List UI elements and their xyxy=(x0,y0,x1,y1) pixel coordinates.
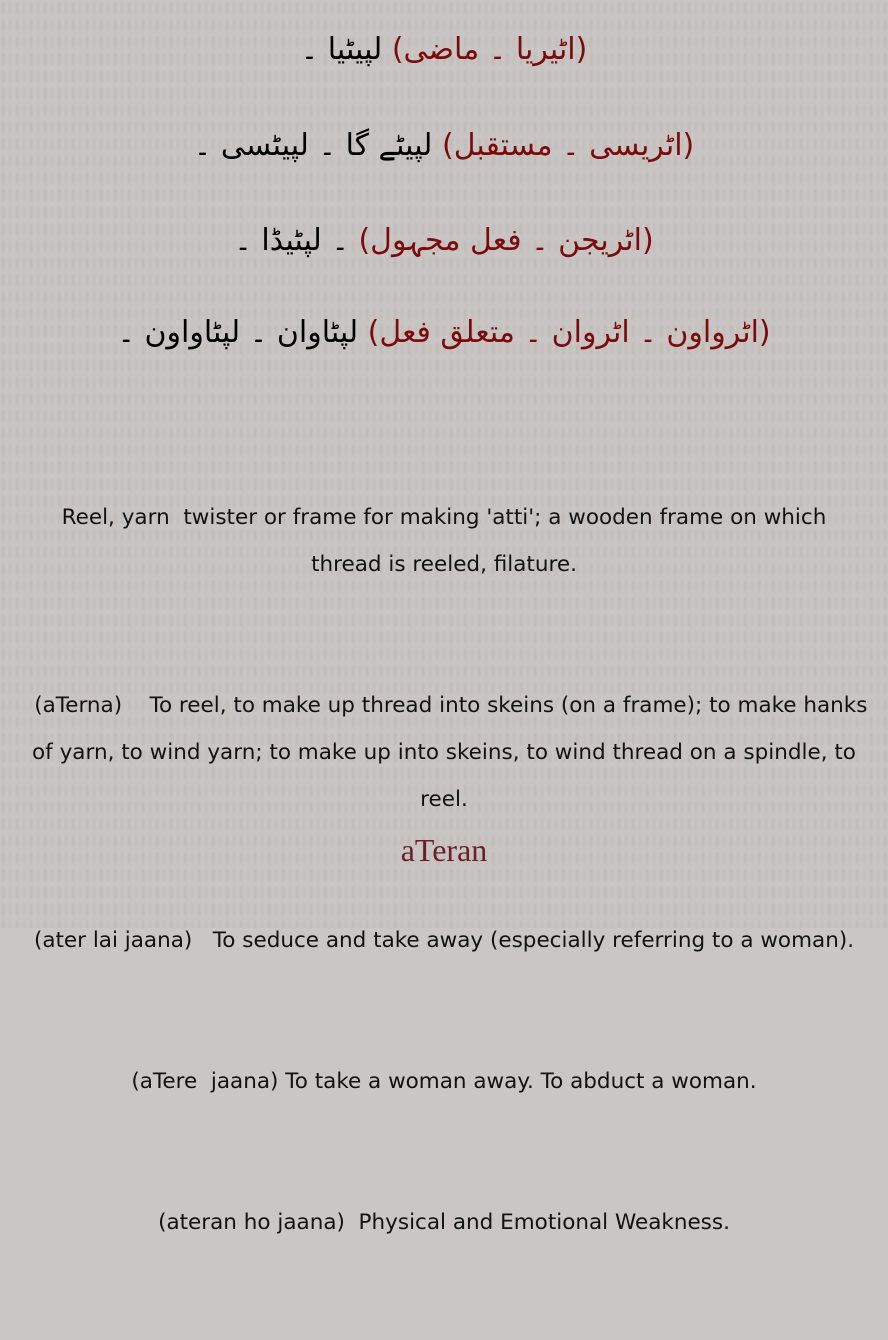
definition: Reel, yarn twister or frame for making 'atti'; a wooden frame on which thread is reeled, filature. xyxy=(61,505,841,577)
definition: (aTerna) To reel, to make up thread into skeins (on a frame); to make hanks of yarn, to wind yarn; to make up into skeins, to wind thread on a spindle, to reel. xyxy=(20,693,875,812)
grammar-label: (اٹیریا ۔ ماضی) xyxy=(391,32,588,67)
urdu-line-past xyxy=(0,30,888,70)
definition: (ateran ho jaana) Physical and Emotional Weakness. xyxy=(158,1210,730,1235)
definitions xyxy=(0,400,888,1340)
urdu-line-future xyxy=(0,126,888,166)
definition: (ater lai jaana) To seduce and take away (especially referring to a woman). xyxy=(33,928,855,953)
word-forms: ۔ لپٹیڈا ۔ xyxy=(234,223,349,258)
grammar-label: (اٹریسی ۔ مستقبل) xyxy=(441,128,695,163)
headword: aTeran xyxy=(400,832,488,868)
word-forms: لپیٹیا ۔ xyxy=(300,32,383,67)
grammar-label: (اٹرواون ۔ اٹروان ۔ متعلق فعل) xyxy=(367,315,771,350)
word-forms: لپٹاوان ۔ لپٹاواون ۔ xyxy=(117,315,359,350)
urdu-line-passive xyxy=(0,221,888,261)
urdu-line-adverb xyxy=(0,313,888,353)
definition: (aTere jaana) To take a woman away. To abduct a woman. xyxy=(131,1069,757,1094)
word-forms: لپیٹے گا ۔ لپیٹسی ۔ xyxy=(193,128,433,163)
grammar-label: (اٹریجن ۔ فعل مجہول) xyxy=(358,223,654,258)
